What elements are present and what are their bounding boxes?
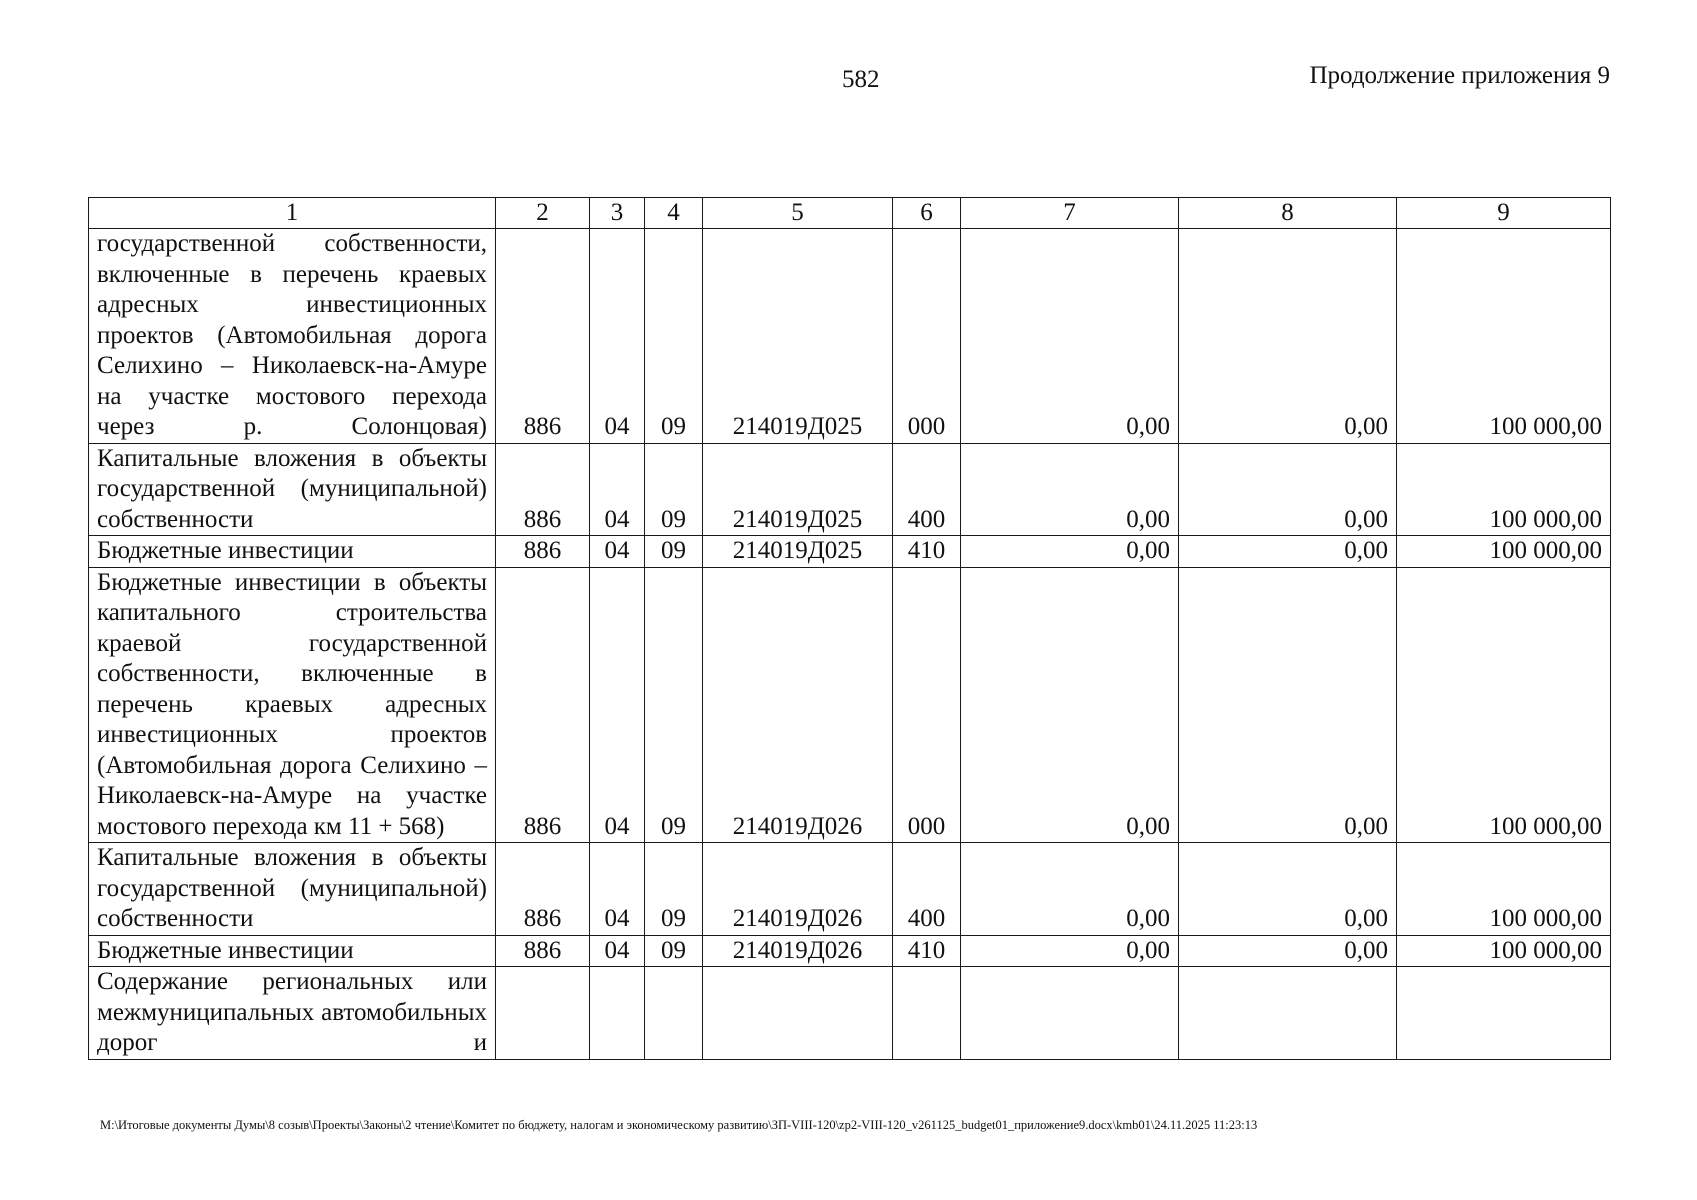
cell-amount-9: 100 000,00 <box>1397 443 1611 536</box>
cell-subsection <box>645 967 703 1060</box>
cell-admin-code: 886 <box>496 843 590 936</box>
cell-admin-code: 886 <box>496 229 590 444</box>
cell-amount-8: 0,00 <box>1179 536 1397 568</box>
cell-expense-type <box>893 967 961 1060</box>
cell-admin-code: 886 <box>496 567 590 843</box>
cell-target-article: 214019Д025 <box>703 443 893 536</box>
cell-amount-7: 0,00 <box>961 567 1179 843</box>
column-header: 6 <box>893 198 961 229</box>
cell-amount-9 <box>1397 967 1611 1060</box>
cell-admin-code: 886 <box>496 536 590 568</box>
column-header: 9 <box>1397 198 1611 229</box>
cell-subsection: 09 <box>645 443 703 536</box>
table-header-row <box>89 198 1611 229</box>
column-header: 1 <box>89 198 496 229</box>
cell-section: 04 <box>590 536 645 568</box>
cell-amount-9: 100 000,00 <box>1397 229 1611 444</box>
cell-subsection: 09 <box>645 567 703 843</box>
cell-target-article: 214019Д025 <box>703 229 893 444</box>
table-row <box>89 443 1611 536</box>
cell-amount-8: 0,00 <box>1179 843 1397 936</box>
cell-amount-8: 0,00 <box>1179 443 1397 536</box>
column-header: 8 <box>1179 198 1397 229</box>
cell-target-article: 214019Д025 <box>703 536 893 568</box>
cell-amount-7: 0,00 <box>961 935 1179 967</box>
cell-amount-7: 0,00 <box>961 229 1179 444</box>
cell-expense-type: 410 <box>893 935 961 967</box>
cell-expense-type: 400 <box>893 843 961 936</box>
cell-target-article: 214019Д026 <box>703 935 893 967</box>
row-description: Бюджетные инвестиции в объекты капитального строительства краевой государственной собственности, включенные в перечень краевых адресных инвестиционных проектов (Автомобильная дорога Селихино – Николаевск-на-Амуре на участке мостового перехода км 11 + 568) <box>89 567 496 843</box>
cell-amount-9: 100 000,00 <box>1397 843 1611 936</box>
table-row <box>89 935 1611 967</box>
cell-section: 04 <box>590 935 645 967</box>
cell-subsection: 09 <box>645 935 703 967</box>
budget-table <box>88 197 1611 1060</box>
cell-amount-8: 0,00 <box>1179 567 1397 843</box>
row-description: Капитальные вложения в объекты государственной (муниципальной) собственности <box>89 443 496 536</box>
cell-subsection: 09 <box>645 843 703 936</box>
cell-amount-8: 0,00 <box>1179 935 1397 967</box>
cell-section <box>590 967 645 1060</box>
cell-amount-7: 0,00 <box>961 536 1179 568</box>
cell-target-article <box>703 967 893 1060</box>
row-description: Бюджетные инвестиции <box>89 935 496 967</box>
cell-amount-9: 100 000,00 <box>1397 935 1611 967</box>
row-description: Содержание региональных или межмуниципальных автомобильных дорог и <box>89 967 496 1060</box>
page-number: 582 <box>842 66 880 93</box>
cell-admin-code: 886 <box>496 935 590 967</box>
cell-target-article: 214019Д026 <box>703 567 893 843</box>
cell-amount-8 <box>1179 967 1397 1060</box>
appendix-title: Продолжение приложения 9 <box>1309 62 1610 89</box>
cell-section: 04 <box>590 229 645 444</box>
table-row <box>89 843 1611 936</box>
cell-amount-9: 100 000,00 <box>1397 567 1611 843</box>
table-row <box>89 567 1611 843</box>
cell-expense-type: 410 <box>893 536 961 568</box>
footer-file-path: M:\Итоговые документы Думы\8 созыв\Проекты\Законы\2 чтение\Комитет по бюджету, налогам и экономическому развитию\ЗП-VIII-120\zp2-VIII-120_v261125_budget01_приложение9.docx\kmb01\24.11.2025 11:23:13 <box>100 1118 1258 1132</box>
cell-admin-code <box>496 967 590 1060</box>
cell-amount-7: 0,00 <box>961 843 1179 936</box>
row-description: государственной собственности, включенные в перечень краевых адресных инвестиционных проектов (Автомобильная дорога Селихино – Николаевск-на-Амуре на участке мостового перехода через р. Солонцовая) <box>89 229 496 444</box>
cell-expense-type: 000 <box>893 567 961 843</box>
cell-target-article: 214019Д026 <box>703 843 893 936</box>
row-description: Бюджетные инвестиции <box>89 536 496 568</box>
column-header: 3 <box>590 198 645 229</box>
cell-expense-type: 400 <box>893 443 961 536</box>
cell-subsection: 09 <box>645 229 703 444</box>
cell-subsection: 09 <box>645 536 703 568</box>
column-header: 4 <box>645 198 703 229</box>
cell-section: 04 <box>590 843 645 936</box>
cell-amount-7: 0,00 <box>961 443 1179 536</box>
cell-admin-code: 886 <box>496 443 590 536</box>
cell-amount-7 <box>961 967 1179 1060</box>
cell-section: 04 <box>590 443 645 536</box>
table-row <box>89 967 1611 1060</box>
column-header: 2 <box>496 198 590 229</box>
row-description: Капитальные вложения в объекты государственной (муниципальной) собственности <box>89 843 496 936</box>
table-row <box>89 536 1611 568</box>
cell-amount-8: 0,00 <box>1179 229 1397 444</box>
table-row <box>89 229 1611 444</box>
column-header: 5 <box>703 198 893 229</box>
cell-section: 04 <box>590 567 645 843</box>
column-header: 7 <box>961 198 1179 229</box>
cell-amount-9: 100 000,00 <box>1397 536 1611 568</box>
cell-expense-type: 000 <box>893 229 961 444</box>
